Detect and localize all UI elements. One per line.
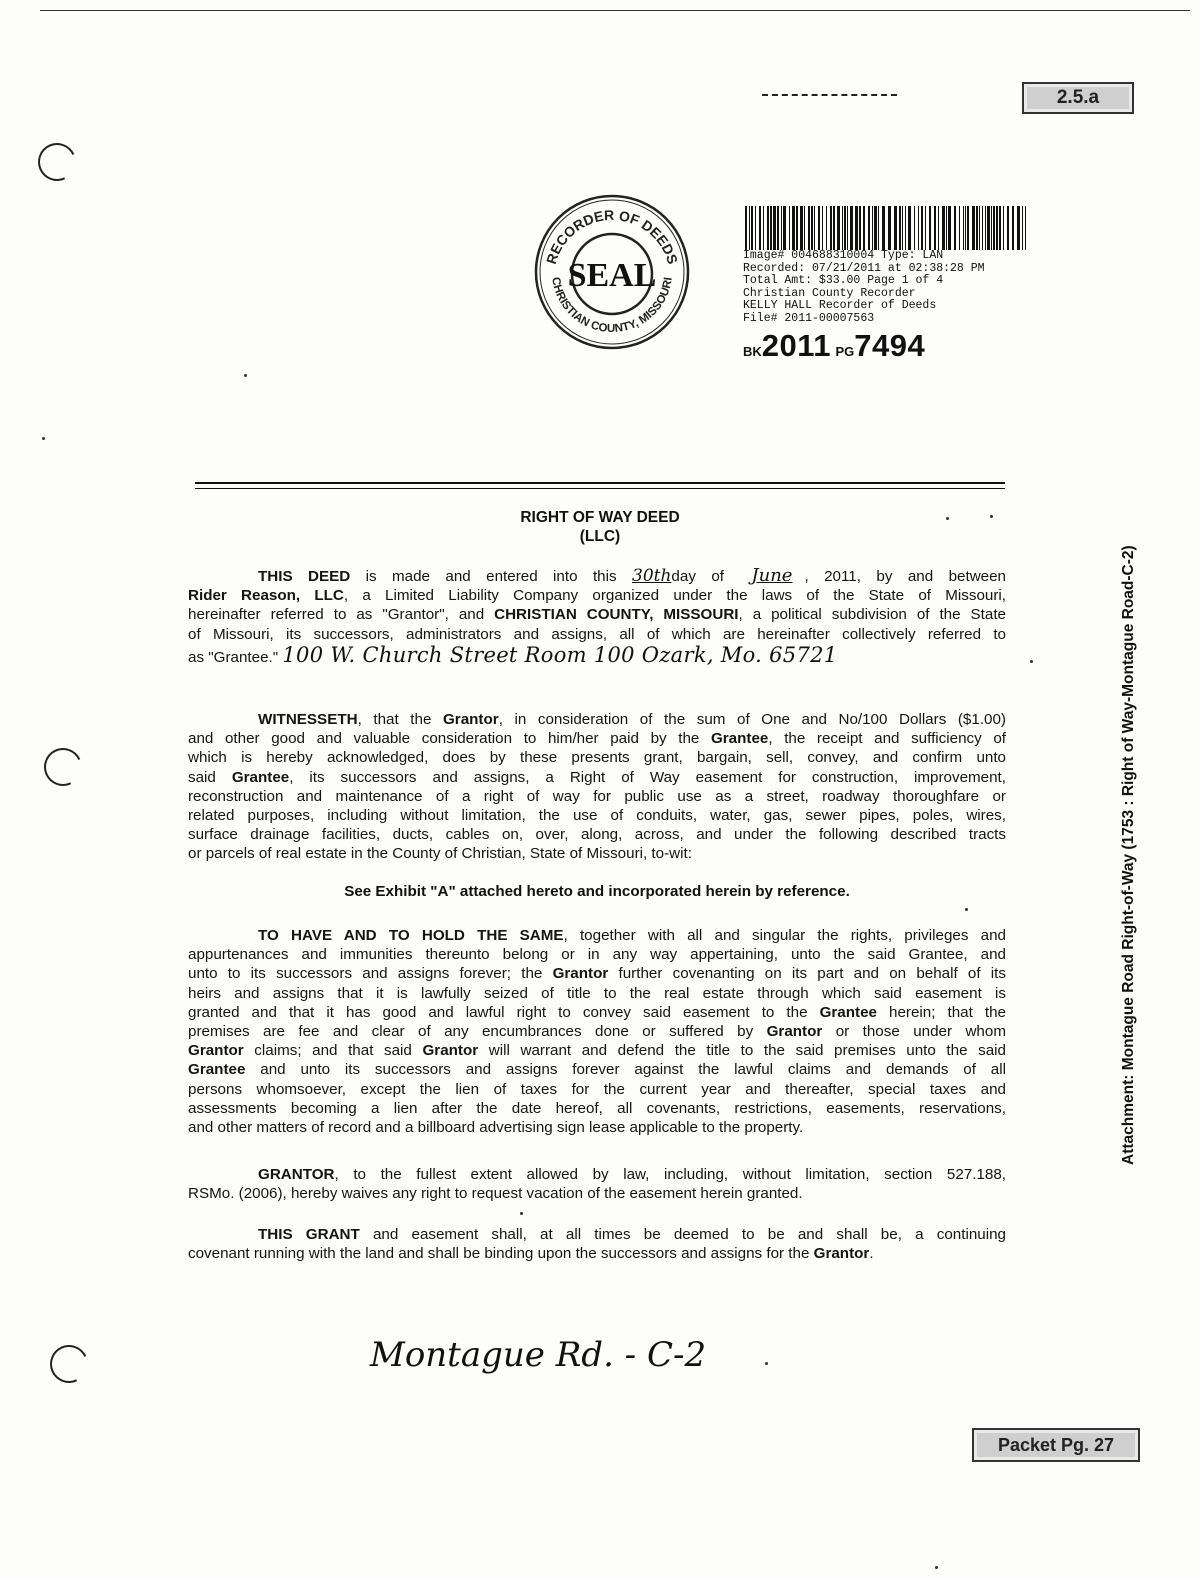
barcode-bar — [863, 206, 865, 250]
intro-paragraph — [188, 566, 1006, 667]
barcode-bar — [833, 206, 835, 250]
barcode-bar — [749, 206, 750, 250]
barcode-bar — [822, 206, 823, 250]
habendum-bold: Grantor — [552, 965, 609, 983]
bk-number: 2011 — [761, 328, 832, 363]
witnesseth-text: said — [188, 768, 232, 786]
scan-speck — [244, 374, 247, 377]
witnesseth-text: , that the — [357, 711, 443, 728]
scan-speck — [1030, 660, 1033, 663]
intro-lead: THIS DEED — [258, 568, 351, 585]
barcode-bar — [872, 206, 873, 250]
seal-bottom-text: CHRISTIAN COUNTY, MISSOURI — [549, 276, 675, 336]
seal-center-text: SEAL — [567, 257, 657, 294]
scan-speck — [965, 908, 968, 911]
habendum-bold: Grantor — [766, 1023, 823, 1041]
barcode-bar — [818, 206, 820, 250]
deed-title-block — [190, 508, 1010, 546]
barcode-bar — [1012, 206, 1014, 250]
barcode-bar — [925, 206, 926, 250]
habendum-text: further covenanting on its part and on behalf of its — [608, 965, 1006, 983]
recording-line: Christian County Recorder — [743, 286, 916, 300]
barcode-bar — [814, 206, 815, 250]
barcode-bar — [1025, 206, 1026, 250]
witnesseth-text: , its successors and assigns, a Right of Way easement for construction, improvement, — [289, 768, 1006, 786]
habendum-lead: TO HAVE AND TO HOLD THE SAME — [258, 927, 564, 944]
barcode-bar — [781, 206, 782, 250]
intro-text: , a political subdivision of the State — [738, 606, 1007, 624]
witnesseth-text: related purposes, including without limitation, the use of conduits, water, gas, sewer pipes, poles, wires, — [188, 807, 1006, 825]
barcode-bar — [1007, 206, 1009, 250]
recording-info — [743, 250, 1043, 326]
barcode-bar — [905, 206, 906, 250]
barcode-bar — [745, 206, 747, 250]
barcode-bar — [1017, 206, 1020, 250]
barcode-bar — [882, 206, 885, 250]
barcode-icon — [745, 206, 1030, 250]
witnesseth-text: reconstruction and maintenance of a right of way for public use as a street, roadway thoroughfare or — [188, 787, 1006, 805]
barcode-bar — [850, 206, 853, 250]
waiver-lead: GRANTOR — [258, 1166, 335, 1183]
habendum-text: claims; and that said — [243, 1042, 423, 1060]
grant-bold: Grantor — [813, 1245, 870, 1263]
witnesseth-bold: Grantee — [710, 730, 769, 748]
pg-label: PG — [835, 344, 855, 359]
habendum-paragraph — [188, 926, 1006, 1137]
barcode-bar — [837, 206, 840, 250]
recording-line: Image# 004688310004 Type: LAN — [743, 249, 944, 262]
top-edge-line — [40, 10, 1190, 11]
barcode-bar — [767, 206, 769, 250]
barcode-bar — [830, 206, 832, 250]
barcode-bar — [993, 206, 995, 250]
witnesseth-text: , the receipt and sufficiency of — [768, 730, 1006, 748]
witnesseth-text: surface drainage facilities, ducts, cables on, over, along, across, and under the following described tracts — [188, 826, 1006, 844]
handwritten-address: 100 W. Church Street Room 100 Ozark, Mo. 65721 — [282, 642, 838, 667]
habendum-text: persons whomsoever, except the lien of taxes for the current year and thereafter, special taxes and — [188, 1080, 1006, 1098]
attachment-sidebar-text: Attachment: Montague Road Right-of-Way (1753 : Right of Way-Montague Road-C-2) — [1120, 545, 1137, 1165]
book-page-number — [743, 328, 925, 364]
scan-speck — [946, 517, 949, 520]
barcode-bar — [967, 206, 969, 250]
barcode-bar — [987, 206, 990, 250]
intro-text: day of — [671, 568, 740, 585]
barcode-bar — [902, 206, 903, 250]
barcode-bar — [804, 206, 805, 250]
grantee-name: CHRISTIAN COUNTY, MISSOURI — [494, 606, 739, 624]
barcode-bar — [985, 206, 986, 250]
witnesseth-text: or parcels of real estate in the County of Christian, State of Missouri, to-wit: — [188, 845, 692, 863]
seal-top-text: RECORDER OF DEEDS — [542, 206, 682, 266]
barcode-bar — [800, 206, 803, 250]
recorder-seal-icon — [532, 192, 692, 352]
scan-speck — [520, 1212, 523, 1215]
witnesseth-text: , in consideration of the sum of One and No/100 Dollars ($1.00) — [498, 711, 1006, 728]
scan-speck — [990, 515, 993, 518]
barcode-bar — [914, 206, 915, 250]
barcode-bar — [894, 206, 897, 250]
exhibit-reference: See Exhibit "A" attached hereto and incorporated herein by reference. — [344, 883, 850, 900]
barcode-bar — [888, 206, 891, 250]
scan-speck — [42, 437, 45, 440]
barcode-bar — [808, 206, 810, 250]
binder-hole-icon — [39, 743, 88, 792]
barcode-bar — [963, 206, 964, 250]
barcode-bar — [763, 206, 764, 250]
handwritten-day: 30th — [632, 566, 672, 586]
pg-number: 7494 — [854, 328, 926, 363]
waiver-paragraph — [188, 1165, 1006, 1203]
barcode-bar — [996, 206, 998, 250]
barcode-bar — [972, 206, 975, 250]
barcode-bar — [976, 206, 978, 250]
habendum-text: premises are fee and clear of any encumbrances done or suffered by — [188, 1023, 767, 1041]
barcode-bar — [783, 206, 786, 250]
intro-text: , 2011, by and between — [804, 568, 1007, 585]
witnesseth-bold: Grantee — [231, 768, 290, 786]
barcode-bar — [908, 206, 911, 250]
barcode-bar — [899, 206, 901, 250]
handwritten-month: June — [751, 565, 793, 586]
binder-hole-icon — [45, 1340, 94, 1389]
recording-line: Recorded: 07/21/2011 at 02:38:28 PM — [743, 261, 985, 275]
barcode-bar — [948, 206, 951, 250]
barcode-bar — [874, 206, 877, 250]
barcode-bar — [954, 206, 956, 250]
witnesseth-bold: Grantor — [442, 711, 499, 728]
barcode-bar — [878, 206, 879, 250]
habendum-text: appurtenances and immunities thereunto belong or in any way appertaining, unto the said Grantee, and — [188, 946, 1006, 964]
habendum-bold: Grantee — [819, 1003, 877, 1021]
habendum-text: granted and that it has good and lawful right to convey said easement to the — [188, 1003, 820, 1021]
intro-text: , a Limited Liability Company organized under the laws of the State of Missouri, — [343, 587, 1006, 605]
barcode-bar — [868, 206, 870, 250]
barcode-bar — [826, 206, 827, 250]
header-rule — [195, 488, 1005, 489]
scan-speck — [935, 1566, 938, 1569]
intro-text: of Missouri, its successors, administrators and assigns, all of which are hereinafter collectively referred to — [188, 625, 1006, 643]
habendum-text: or those under whom — [822, 1023, 1006, 1041]
recording-line: KELLY HALL Recorder of Deeds — [743, 299, 937, 313]
barcode-bar — [929, 206, 931, 250]
waiver-text: , to the fullest extent allowed by law, including, without limitation, section 527.188, — [334, 1166, 1006, 1183]
habendum-text: will warrant and defend the title to the said premises unto the said — [478, 1042, 1006, 1060]
habendum-text: heirs and assigns that it is lawfully seized of title to the real estate through which said easement is — [188, 984, 1006, 1002]
recording-line: Total Amt: $33.00 Page 1 of 4 — [743, 274, 944, 288]
barcode-bar — [773, 206, 776, 250]
barcode-bar — [789, 206, 790, 250]
handwritten-note: Montague Rd. - C-2 — [370, 1335, 707, 1375]
item-badge: 2.5.a — [1022, 82, 1134, 114]
intro-text: is made and entered into this — [350, 568, 632, 585]
barcode-bar — [859, 206, 861, 250]
barcode-bar — [796, 206, 798, 250]
recording-line: File# 2011-00007563 — [743, 311, 875, 325]
witnesseth-text: which is hereby acknowledged, does by these presents grant, bargain, sell, convey, and confirm unto — [188, 749, 1006, 767]
waiver-text: RSMo. (2006), hereby waives any right to request vacation of the easement herein granted. — [188, 1185, 803, 1203]
grantor-name: Rider Reason, LLC — [188, 587, 344, 605]
barcode-bar — [844, 206, 846, 250]
habendum-text: , together with all and singular the rights, privileges and — [563, 927, 1006, 944]
habendum-text: and unto its successors and assigns forever against the lawful claims and demands of all — [245, 1061, 1006, 1079]
grant-text: covenant running with the land and shall be binding upon the successors and assigns for the — [188, 1245, 814, 1263]
barcode-bar — [934, 206, 936, 250]
packet-page-badge: Packet Pg. 27 — [972, 1428, 1140, 1462]
barcode-bar — [999, 206, 1001, 250]
grant-lead: THIS GRANT — [258, 1226, 360, 1243]
habendum-bold: Grantee — [188, 1061, 246, 1079]
witnesseth-text: and other good and valuable consideration to him/her paid by the — [188, 730, 711, 748]
barcode-bar — [1022, 206, 1023, 250]
grant-text: and easement shall, at all times be deemed to be and shall be, a continuing — [359, 1226, 1006, 1243]
barcode-bar — [1003, 206, 1004, 250]
scan-speck — [765, 1362, 768, 1365]
barcode-bar — [777, 206, 779, 250]
barcode-bar — [982, 206, 983, 250]
barcode-bar — [770, 206, 772, 250]
barcode-bar — [991, 206, 992, 250]
deed-subtitle: (LLC) — [579, 528, 621, 545]
barcode-bar — [755, 206, 756, 250]
barcode-bar — [847, 206, 848, 250]
barcode-bar — [751, 206, 753, 250]
habendum-text: herein; that the — [876, 1003, 1007, 1021]
barcode-bar — [921, 206, 923, 250]
grant-text: . — [869, 1245, 874, 1263]
barcode-bar — [842, 206, 843, 250]
barcode-bar — [959, 206, 960, 250]
barcode-bar — [792, 206, 795, 250]
barcode-bar — [811, 206, 813, 250]
habendum-text: assessments becoming a lien after the date hereof, all covenants, restrictions, easements, reservations, — [188, 1099, 1006, 1117]
habendum-text: and other matters of record and a billboard advertising sign lease applicable to the property. — [188, 1119, 804, 1137]
habendum-text: unto to its successors and assigns forever; the — [188, 965, 553, 983]
habendum-bold: Grantor — [188, 1042, 244, 1060]
barcode-bar — [942, 206, 945, 250]
barcode-bar — [759, 206, 761, 250]
witnesseth-paragraph — [188, 710, 1006, 864]
header-rule — [195, 482, 1005, 484]
habendum-bold: Grantor — [422, 1042, 479, 1060]
barcode-bar — [946, 206, 947, 250]
intro-text: hereinafter referred to as "Grantor", and — [188, 606, 495, 624]
witnesseth-lead: WITNESSETH — [258, 711, 358, 728]
barcode-bar — [938, 206, 939, 250]
deed-title: RIGHT OF WAY DEED — [520, 509, 680, 526]
intro-text: as "Grantee." — [188, 648, 279, 666]
bk-label: BK — [743, 344, 762, 359]
dashed-line — [762, 94, 897, 96]
binder-hole-icon — [33, 138, 82, 187]
barcode-bar — [979, 206, 980, 250]
barcode-bar — [918, 206, 919, 250]
barcode-bar — [965, 206, 966, 250]
grant-paragraph — [188, 1225, 1006, 1263]
barcode-bar — [855, 206, 858, 250]
